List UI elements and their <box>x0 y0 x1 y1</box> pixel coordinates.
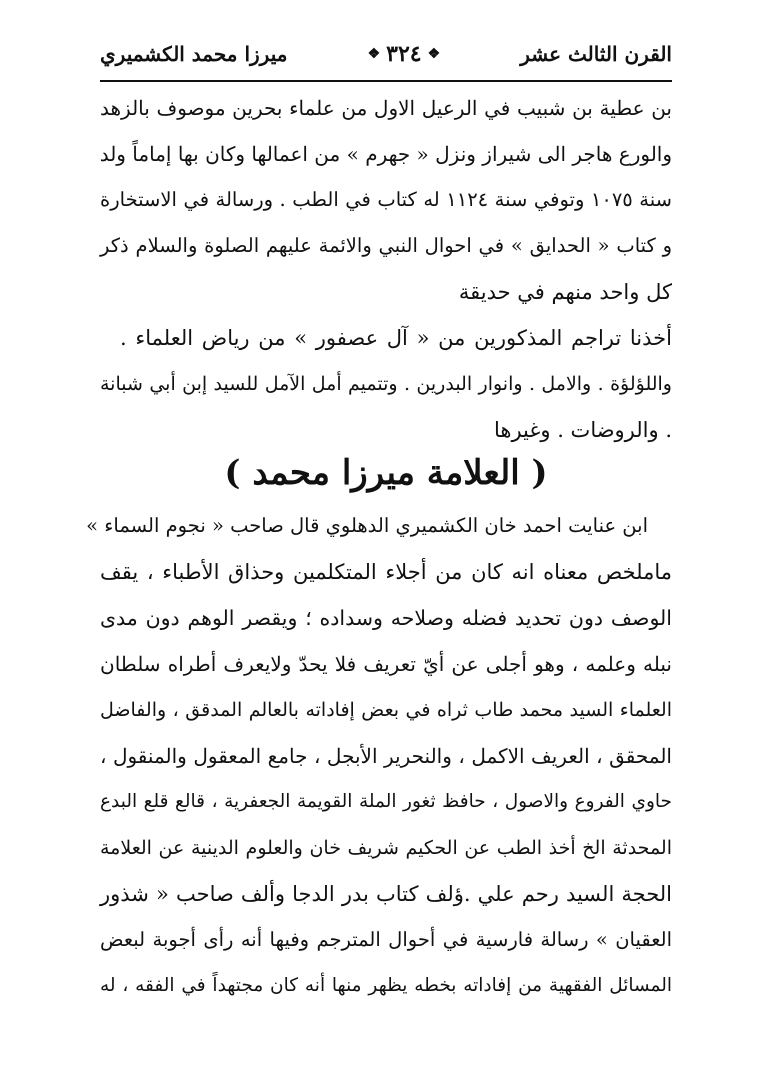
text-line: العقيان » رسالة فارسية في أحوال المترجم وفيها أنه رأى أجوبة لبعض <box>100 928 672 951</box>
text-line: العلماء السيد محمد طاب ثراه في بعض إفاداته بالعالم المدقق ، والفاضل <box>100 699 672 721</box>
text-line: الحجة السيد رحم علي .ؤلف كتاب بدر الدجا وألف صاحب « شذور <box>100 882 672 906</box>
text-line: المحقق ، العريف الاكمل ، والنحرير الأبجل ، جامع المعقول والمنقول ، <box>100 744 672 768</box>
header-subject-name: ميرزا محمد الكشميري <box>100 42 288 66</box>
text-line: المسائل الفقهية من إفاداته بخطه يظهر منها أنه كان مجتهداً في الفقه ، له <box>100 975 672 996</box>
text-line: ابن عنايت احمد خان الكشميري الدهلوي قال صاحب « نجوم السماء » <box>86 514 648 537</box>
text-line: كل واحد منهم في حديقة <box>458 280 672 304</box>
paragraph-2 <box>100 312 672 452</box>
page-number-group <box>368 41 441 67</box>
ornament-icon: ❖ <box>427 46 441 62</box>
paragraph-3 <box>86 500 672 1020</box>
text-line: المحدثة الخ أخذ الطب عن الحكيم شريف خان والعلوم الدينية عن العلامة <box>100 837 672 859</box>
section-title: ( العلامة ميرزا محمد ) <box>224 453 548 493</box>
text-line: سنة ١٠٧٥ وتوفي سنة ١١٢٤ له كتاب في الطب . ورسالة في الاستخارة <box>100 188 672 211</box>
text-line: أخذنا تراجم المذكورين من « آل عصفور » من رياض العلماء . <box>120 326 672 350</box>
text-line: واللؤلؤة . والامل . وانوار البدرين . وتتميم أمل الآمل للسيد إبن أبي شبانة <box>100 373 672 395</box>
text-line: و كتاب « الحدايق » في احوال النبي والائمة عليهم الصلوة والسلام ذكر <box>100 234 672 257</box>
text-line: والورع هاجر الى شيراز ونزل « جهرم » من اعمالها وكان بها إماماً ولد <box>99 142 672 166</box>
text-line: نبله وعلمه ، وهو أجلى عن أيّ تعريف فلا يحدّ ولايعرف أطراه سلطان <box>100 652 672 676</box>
text-line: بن عطية بن شبيب في الرعيل الاول من علماء بحرين موصوف بالزهد <box>100 96 672 120</box>
header-century-title: القرن الثالث عشر <box>520 42 672 66</box>
running-header <box>100 34 672 74</box>
text-line: حاوي الفروع والاصول ، حافظ ثغور الملة القويمة الجعفرية ، قالع قلع البدع <box>100 791 672 812</box>
text-line: الوصف دون تحديد فضله وصلاحه وسداده ؛ ويقصر الوهم دون مدى <box>100 606 672 630</box>
text-line: ماملخص معناه انه كان من أجلاء المتكلمين وحذاق الأطباء ، يقف <box>100 560 672 584</box>
paragraph-1 <box>100 82 672 312</box>
ornament-icon: ❖ <box>367 46 381 62</box>
text-line: . والروضات . وغيرها <box>494 418 672 442</box>
page-number: ٣٢٤ <box>386 41 422 67</box>
